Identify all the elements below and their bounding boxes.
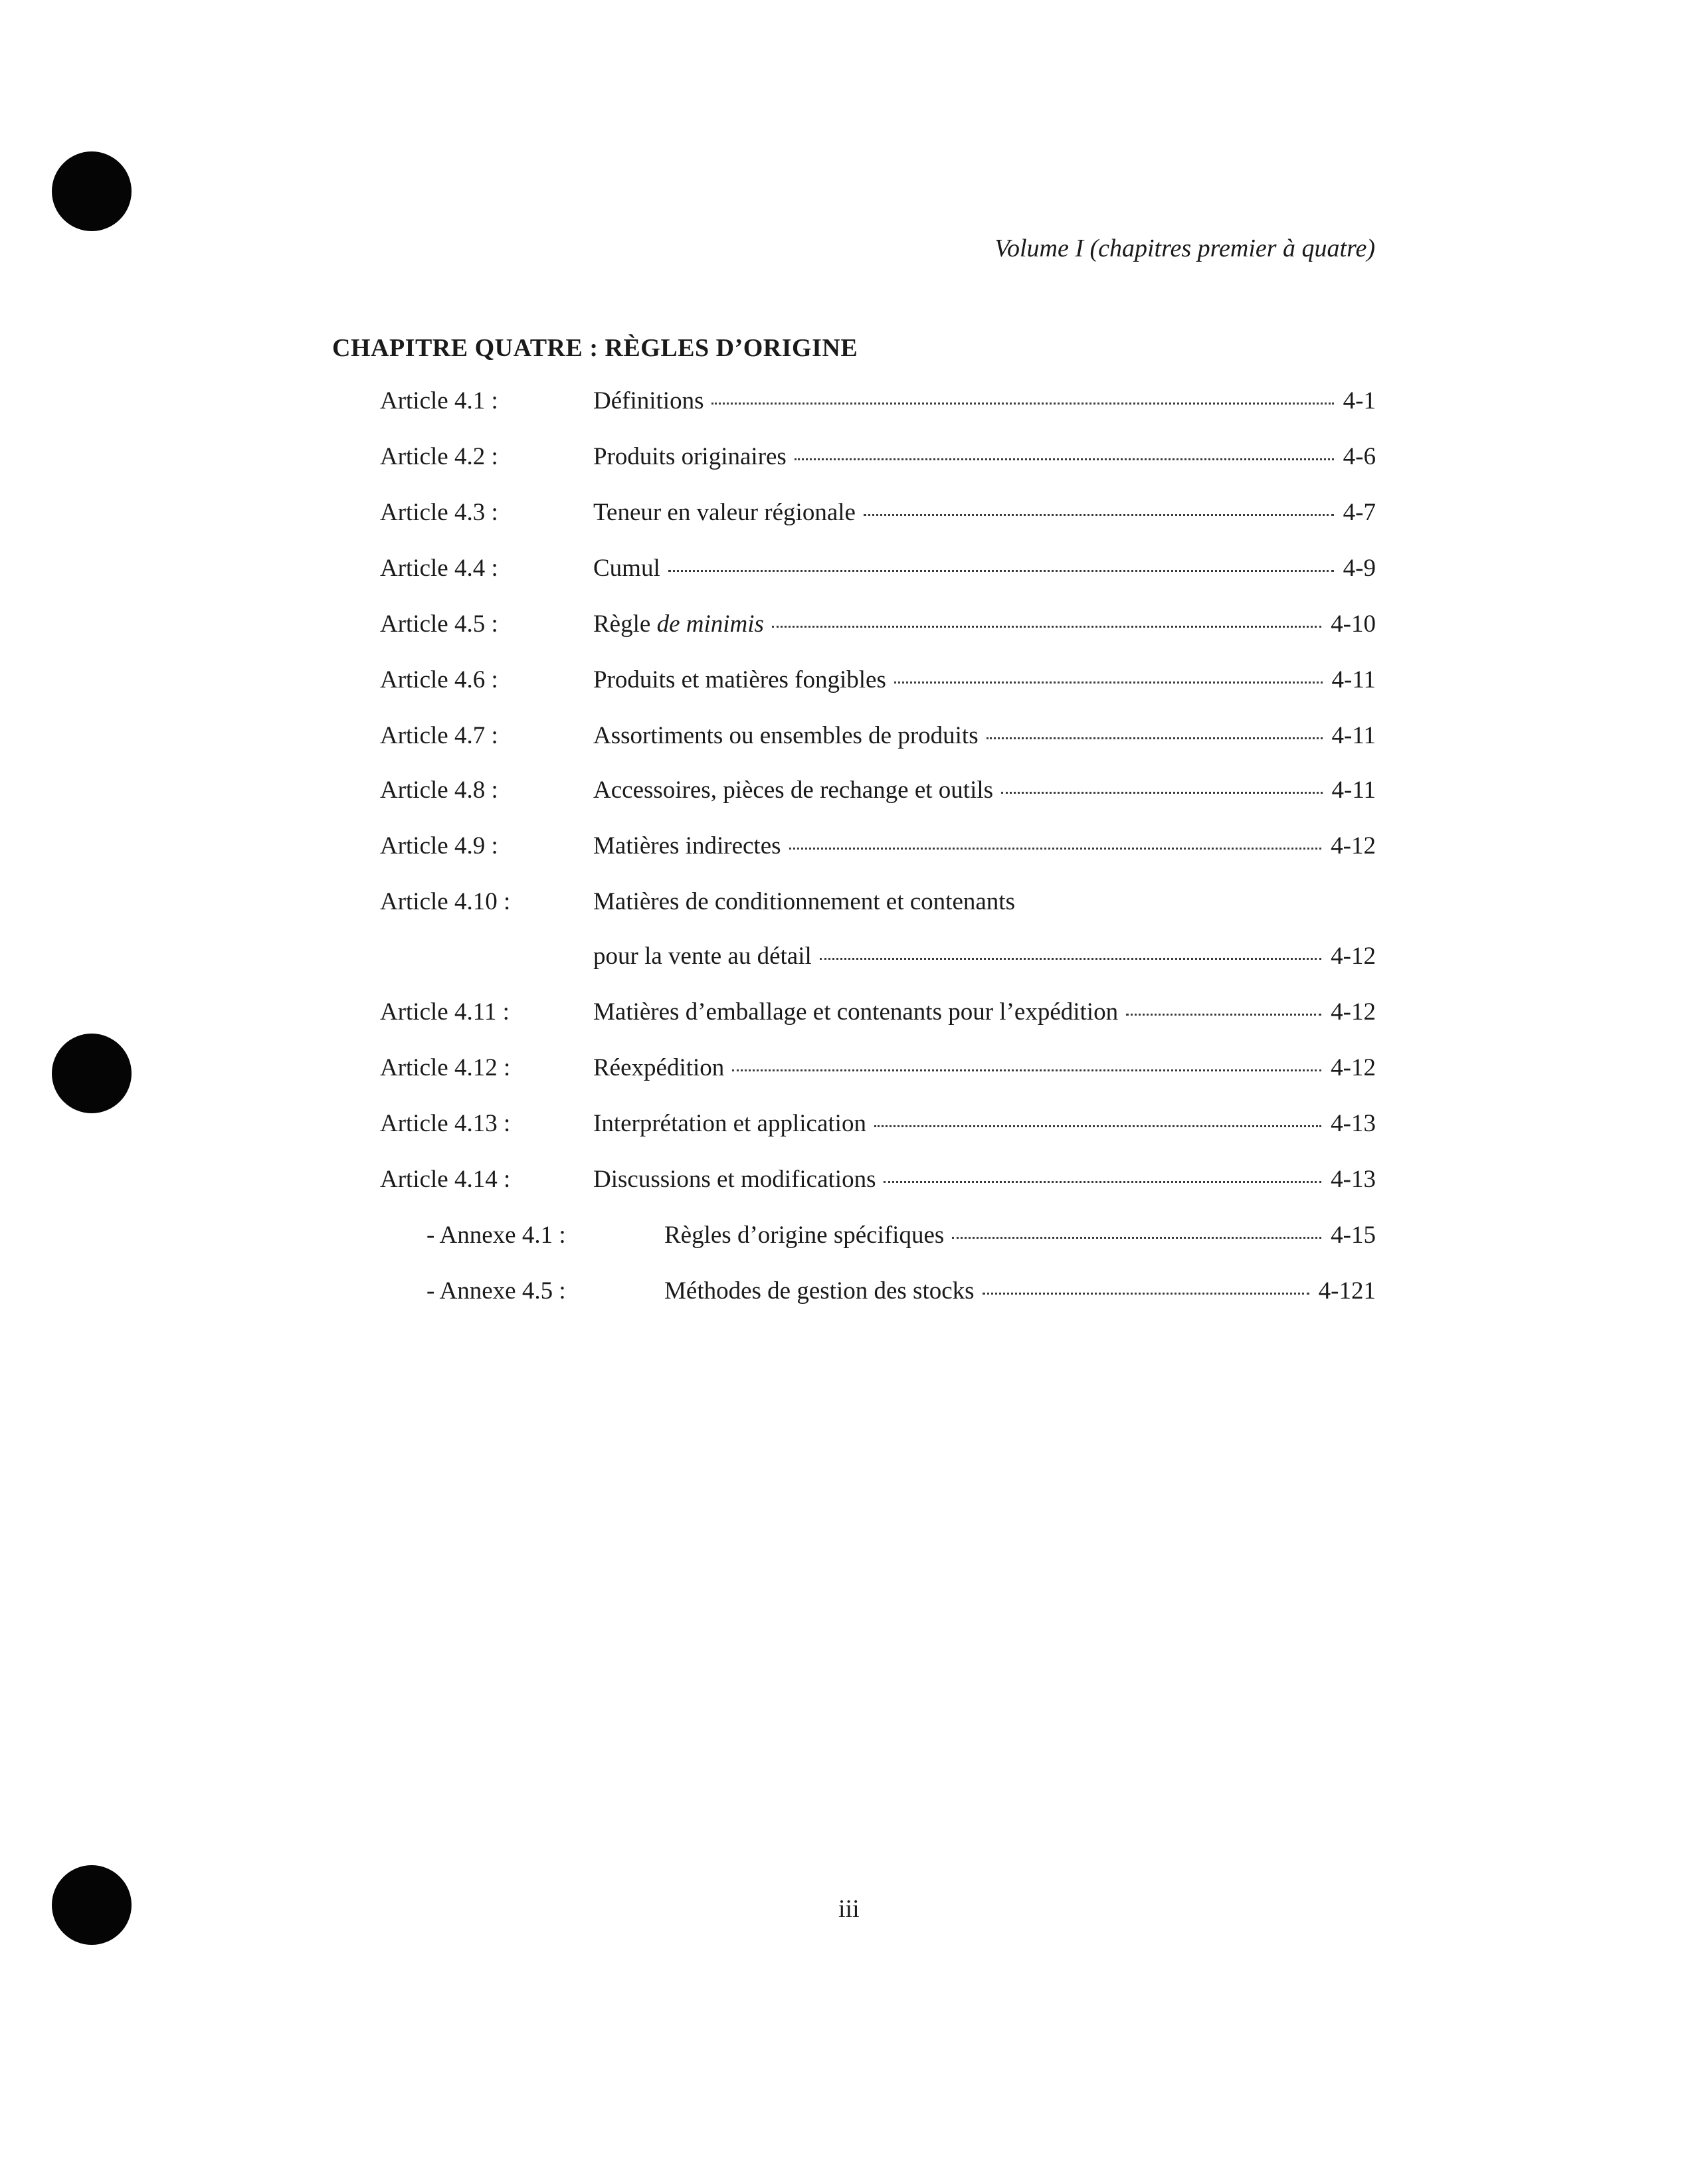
toc-entry-title: Matières indirectes [593,832,781,860]
annex-entry-page: 4-121 [1318,1277,1376,1305]
dot-leader [864,513,1334,516]
toc-entry-page: 4-9 [1343,555,1376,582]
toc-entry-title: Définitions [593,387,704,414]
toc-entry-page: 4-7 [1343,499,1376,526]
toc-entry-page: 4-12 [1331,1054,1376,1081]
toc-entry-label: Article 4.11 : [380,998,510,1026]
annex-entry-label: - Annexe 4.1 : [426,1222,566,1249]
toc-entry-title: Produits et matières fongibles [593,666,886,693]
toc-entry-label: Article 4.2 : [380,443,498,470]
dot-leader [987,737,1323,739]
dot-leader [668,569,1334,572]
dot-leader [952,1236,1321,1239]
dot-leader [789,847,1322,850]
toc-entry-page: 4-12 [1331,943,1376,970]
toc-entry-label: Article 4.1 : [380,387,498,414]
running-header: Volume I (chapitres premier à quatre) [994,234,1375,262]
dot-leader [874,1125,1321,1127]
toc-entry-page: 4-11 [1331,666,1376,693]
toc-entry-title: Matières d’emballage et contenants pour l’expédition [593,998,1119,1026]
dot-leader [894,681,1323,683]
toc-entry-label: Article 4.14 : [380,1166,511,1193]
toc-entry-page: 4-11 [1331,776,1376,804]
toc-entry-title [593,610,764,639]
toc-entry-label: Article 4.6 : [380,666,498,693]
annex-entry-page: 4-15 [1331,1222,1376,1249]
dot-leader [983,1292,1309,1295]
toc-entry-page: 4-13 [1331,1110,1376,1137]
toc-entry-label: Article 4.10 : [380,888,511,915]
toc-entry-page: 4-10 [1331,610,1376,638]
toc-entry-label: Article 4.4 : [380,555,498,582]
toc-entry-label: Article 4.13 : [380,1110,511,1137]
toc-entry-title: Produits originaires [593,443,787,470]
dot-leader [1001,791,1323,794]
toc-entry-label: Article 4.8 : [380,776,498,804]
toc-entry-title: Teneur en valeur régionale [593,499,856,526]
dot-leader [1126,1013,1321,1016]
toc-entry-title: Interprétation et application [593,1110,866,1137]
toc-entry-label: Article 4.3 : [380,499,498,526]
toc-entry-title-italic: de minimis [656,610,764,638]
dot-leader [732,1069,1321,1071]
annex-entry-label: - Annexe 4.5 : [426,1277,566,1305]
dot-leader [795,458,1334,460]
toc-entry-page: 4-13 [1331,1166,1376,1193]
toc-entry-title: Matières de conditionnement et contenants [593,888,1015,915]
toc-entry-page: 4-12 [1331,832,1376,860]
dot-leader [772,625,1321,628]
toc-entry-label: Article 4.7 : [380,722,498,749]
toc-entry-label: Article 4.9 : [380,832,498,860]
page-number: iii [838,1895,860,1923]
toc-entry-title: Accessoires, pièces de rechange et outils [593,776,994,804]
toc-entry-title: Discussions et modifications [593,1166,876,1193]
annex-entry-title: Règles d’origine spécifiques [664,1222,945,1249]
toc-entry-title-continuation: pour la vente au détail [593,943,812,970]
chapter-title: CHAPITRE QUATRE : RÈGLES D’ORIGINE [332,334,858,362]
toc-entry-page: 4-6 [1343,443,1376,470]
toc-entry-page: 4-12 [1331,998,1376,1026]
toc-entry-title-prefix: Règle [593,610,657,638]
dot-leader [711,402,1333,405]
dot-leader [884,1180,1321,1183]
toc-entry-title: Cumul [593,555,660,582]
toc-entry-page: 4-11 [1331,722,1376,749]
dot-leader [820,957,1321,960]
toc-entry-page: 4-1 [1343,387,1376,414]
toc-entry-label: Article 4.12 : [380,1054,511,1081]
annex-entry-title: Méthodes de gestion des stocks [664,1277,975,1305]
toc-entry-title: Réexpédition [593,1054,725,1081]
toc-entry-label: Article 4.5 : [380,610,498,638]
toc-entry-title: Assortiments ou ensembles de produits [593,722,979,749]
